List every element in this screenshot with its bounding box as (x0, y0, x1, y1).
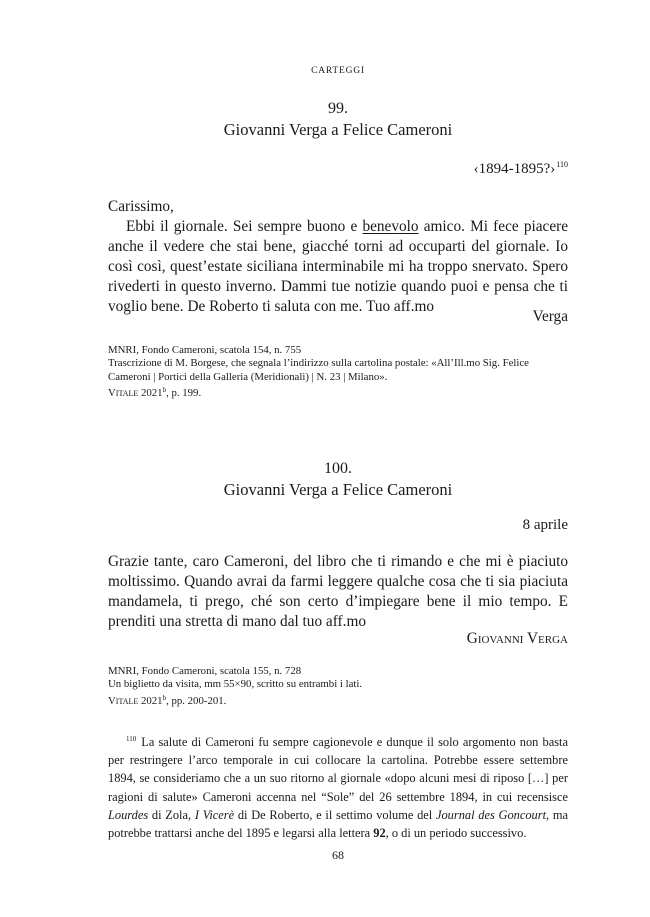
letter-title: Giovanni Verga a Felice Cameroni (223, 120, 453, 139)
footnote (108, 730, 568, 842)
footnote-title-italic: I Vicerè (194, 807, 235, 822)
source-line: MNRI, Fondo Cameroni, scatola 155, n. 728 (108, 665, 302, 677)
running-head: CARTEGGI (311, 66, 365, 76)
letter-body (108, 552, 568, 632)
reference-pages: , pp. 200-201. (166, 694, 227, 707)
reference-year-suffix: b (162, 693, 167, 702)
source-line: MNRI, Fondo Cameroni, scatola 154, n. 755 (108, 344, 302, 356)
bibliographic-reference (108, 692, 568, 708)
date-text: ‹1894-1895?› (473, 161, 556, 177)
paragraph-text: Ebbi il giornale. Sei sempre buono e (126, 218, 363, 235)
book-page (108, 0, 568, 917)
letter-title: Giovanni Verga a Felice Cameroni (223, 480, 453, 499)
footnote-reference: 110 (556, 160, 568, 169)
letter-paragraph (108, 217, 568, 317)
reference-year-suffix: b (162, 386, 167, 395)
letter-cross-reference: 92 (373, 826, 386, 841)
letter-paragraph: Grazie tante, caro Cameroni, del libro che ti rimando e che mi è piaciuto moltissimo. Quando avrai da farmi leggere qualche cosa che ti sia piaciuta mandamela, ti prego, ché son certo d’impiegare bene il mio tempo. E prenditi una stretta di mano dal tuo aff.mo (108, 553, 568, 630)
source-notes (108, 344, 568, 401)
footnote-title-italic: Lourdes (108, 807, 149, 822)
footnote-text: , o di un periodo successivo. (385, 826, 527, 841)
reference-author: Vitale (108, 694, 139, 707)
signature: Giovanni Verga (466, 630, 568, 647)
bibliographic-reference (108, 384, 568, 400)
footnote-text: di De Roberto, e il settimo volume del (234, 807, 436, 822)
reference-year: 2021 (140, 694, 163, 707)
reference-pages: , p. 199. (166, 387, 202, 400)
reference-year: 2021 (140, 387, 163, 400)
footnote-title-italic: Journal des Goncourt (435, 807, 547, 822)
footnote-text: La salute di Cameroni fu sempre cagionevole e dunque il solo argomento non basta per restringere l’arco temporale in cui collocare la cartolina. Potrebbe essere settembre 1894, se consideriamo che a un suo ritorno al giornale «dopo alcuni mesi di riposo […] per ragioni di salute» Cameroni accenna nel “Sole” del 26 settembre 1894, in cui recensisce (108, 735, 568, 804)
footnote-text: di Zola, (148, 807, 195, 822)
paragraph-text: amico. Mi fece piacere anche il vedere che stai bene, giacché torni ad occuparti del giornale. Io così così, quest’estate siciliana interminabile mi ha troppo snervato. Spero rivederti in questo inverno. Dammi tue notizie quando puoi e pensa che ti voglio bene. De Roberto ti saluta con me. Tuo aff.mo (108, 218, 568, 315)
underlined-word: benevolo (362, 218, 419, 235)
signature: Verga (532, 308, 568, 325)
salutation: Carissimo, (108, 198, 174, 215)
source-line: Trascrizione di M. Borgese, che segnala l’indirizzo sulla cartolina postale: «All’Ill.mo Sig. Felice Cameroni | Portici della Galleria (Meridionali) | N. 23 | Milano». (108, 357, 529, 383)
letter-date (108, 160, 568, 178)
letter-number: 99. (328, 100, 348, 117)
letter-number: 100. (324, 460, 352, 477)
page-number: 68 (332, 848, 344, 862)
letter-body (108, 197, 568, 317)
source-notes (108, 665, 568, 708)
footnote-text: , ma potrebbe trattarsi anche del 1895 e legarsi alla lettera (108, 807, 568, 841)
reference-author: Vitale (108, 387, 139, 400)
source-line: Un biglietto da visita, mm 55×90, scritto su entrambi i lati. (108, 678, 363, 691)
letter-date: 8 aprile (522, 517, 568, 533)
footnote-number: 110 (126, 735, 137, 743)
